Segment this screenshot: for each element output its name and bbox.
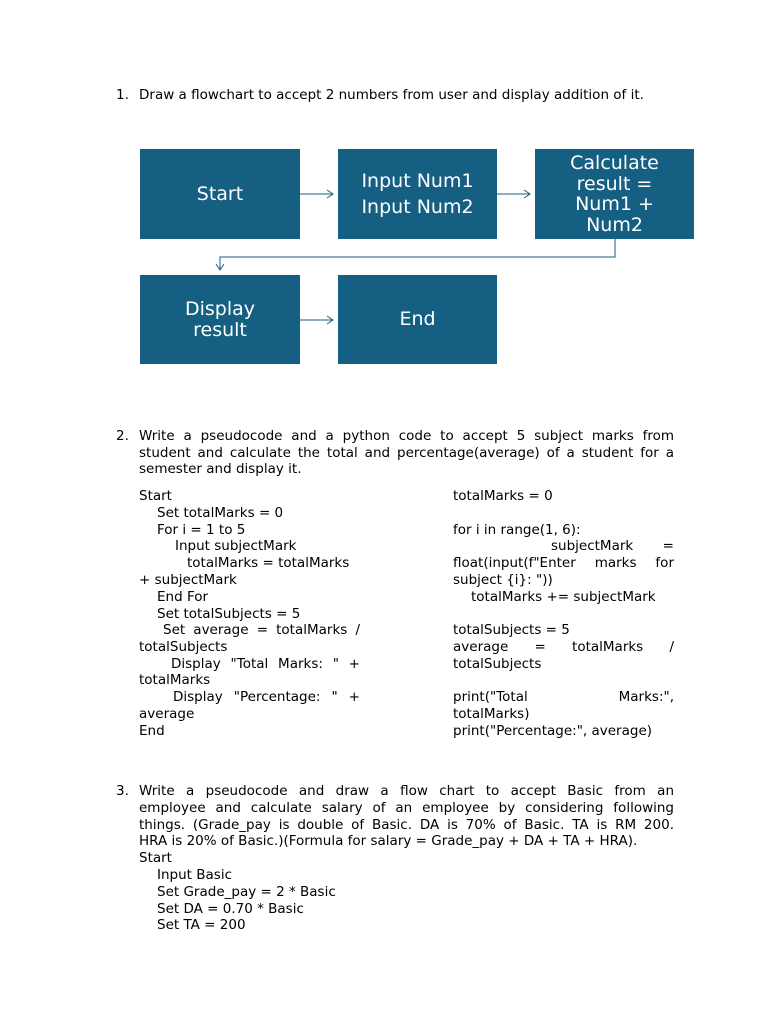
question-2-number: 2. bbox=[116, 428, 129, 444]
flowchart-end-box bbox=[338, 275, 497, 364]
python-for: for i in range(1, 6): bbox=[453, 522, 581, 538]
flowchart-display-box bbox=[140, 275, 300, 364]
question-2-line-3: semester and display it. bbox=[139, 461, 302, 477]
flowchart-calculate-box bbox=[535, 149, 694, 239]
arrowhead-calc-to-display bbox=[216, 264, 224, 270]
pseudo-for: For i = 1 to 5 bbox=[157, 522, 246, 538]
q3-pseudo-ta: Set TA = 200 bbox=[157, 917, 246, 933]
flowchart-end-label: End bbox=[399, 308, 436, 330]
python-input-1: subjectMark = bbox=[551, 538, 674, 554]
python-input-2: float(input(f"Enter marks for bbox=[453, 555, 674, 571]
question-1-text: Draw a flowchart to accept 2 numbers from user and display addition of it. bbox=[139, 87, 644, 103]
pseudo-input-mark: Input subjectMark bbox=[175, 538, 297, 554]
pseudo-display-pct-1: Display "Percentage: " + bbox=[173, 689, 360, 705]
question-1-number: 1. bbox=[116, 87, 129, 103]
pseudo-start: Start bbox=[139, 488, 172, 504]
arrowhead-start-to-input bbox=[327, 190, 333, 198]
question-3-number: 3. bbox=[116, 783, 129, 799]
flowchart-calculate-line-2: result = bbox=[576, 172, 653, 195]
python-print-pct: print("Percentage:", average) bbox=[453, 723, 653, 739]
pseudo-set-subjects: Set totalSubjects = 5 bbox=[157, 606, 301, 622]
flowchart-start-label: Start bbox=[196, 182, 244, 205]
arrow-calc-to-display bbox=[220, 239, 615, 270]
flowchart-calculate-line-1: Calculate bbox=[570, 152, 659, 174]
flowchart-start-box bbox=[140, 149, 300, 239]
pseudo-accumulate-2: + subjectMark bbox=[139, 572, 237, 588]
python-subjects: totalSubjects = 5 bbox=[453, 622, 570, 638]
pseudo-average-1: Set average = totalMarks / bbox=[163, 622, 360, 638]
flowchart-input-box bbox=[338, 149, 497, 239]
flowchart-input-line-2: Input Num2 bbox=[361, 196, 474, 218]
python-input-3: subject {i}: ")) bbox=[453, 572, 553, 588]
python-print-total-2: totalMarks) bbox=[453, 706, 530, 722]
question-3-line-2: employee and calculate salary of an employee by considering following bbox=[139, 800, 674, 816]
flowchart-display-line-1: Display bbox=[184, 297, 256, 320]
q3-pseudo-input-basic: Input Basic bbox=[157, 867, 232, 883]
q3-pseudo-grade-pay: Set Grade_pay = 2 * Basic bbox=[157, 884, 336, 900]
pseudo-average-2: totalSubjects bbox=[139, 639, 228, 655]
pseudo-set-total: Set totalMarks = 0 bbox=[157, 505, 284, 521]
question-2-line-1: Write a pseudocode and a python code to accept 5 subject marks from bbox=[139, 428, 674, 444]
pseudo-end-for: End For bbox=[157, 589, 209, 605]
q3-pseudo-da: Set DA = 0.70 * Basic bbox=[157, 901, 304, 917]
flowchart-input-line-1: Input Num1 bbox=[361, 170, 474, 192]
arrowhead-input-to-calc bbox=[524, 190, 530, 198]
arrowhead-display-to-end bbox=[327, 316, 333, 324]
pseudo-end: End bbox=[139, 723, 165, 739]
pseudo-display-total-1: Display "Total Marks: " + bbox=[171, 656, 360, 672]
question-3-line-4: HRA is 20% of Basic.)(Formula for salary = Grade_pay + DA + TA + HRA). bbox=[139, 833, 638, 849]
flowchart-calculate-line-4: Num2 bbox=[586, 213, 643, 236]
question-3-line-3: things. (Grade_pay is double of Basic. DA is 70% of Basic. TA is RM 200. bbox=[139, 817, 674, 833]
python-total-init: totalMarks = 0 bbox=[453, 488, 553, 504]
python-print-total-1: print("Total Marks:", bbox=[453, 689, 674, 705]
python-accumulate: totalMarks += subjectMark bbox=[471, 589, 656, 605]
pseudo-display-total-2: totalMarks bbox=[139, 672, 211, 688]
flowchart-calculate-line-3: Num1 + bbox=[575, 193, 654, 215]
question-3-line-1: Write a pseudocode and draw a flow chart to accept Basic from an bbox=[139, 783, 674, 799]
question-2-line-2: student and calculate the total and percentage(average) of a student for a bbox=[139, 445, 674, 461]
pseudo-accumulate-1: totalMarks = totalMarks bbox=[187, 555, 350, 571]
pseudo-display-pct-2: average bbox=[139, 706, 195, 722]
flowchart-display-line-2: result bbox=[193, 318, 247, 341]
python-average-1: average = totalMarks / bbox=[453, 639, 674, 655]
q3-pseudo-start: Start bbox=[139, 850, 172, 866]
python-average-2: totalSubjects bbox=[453, 656, 542, 672]
